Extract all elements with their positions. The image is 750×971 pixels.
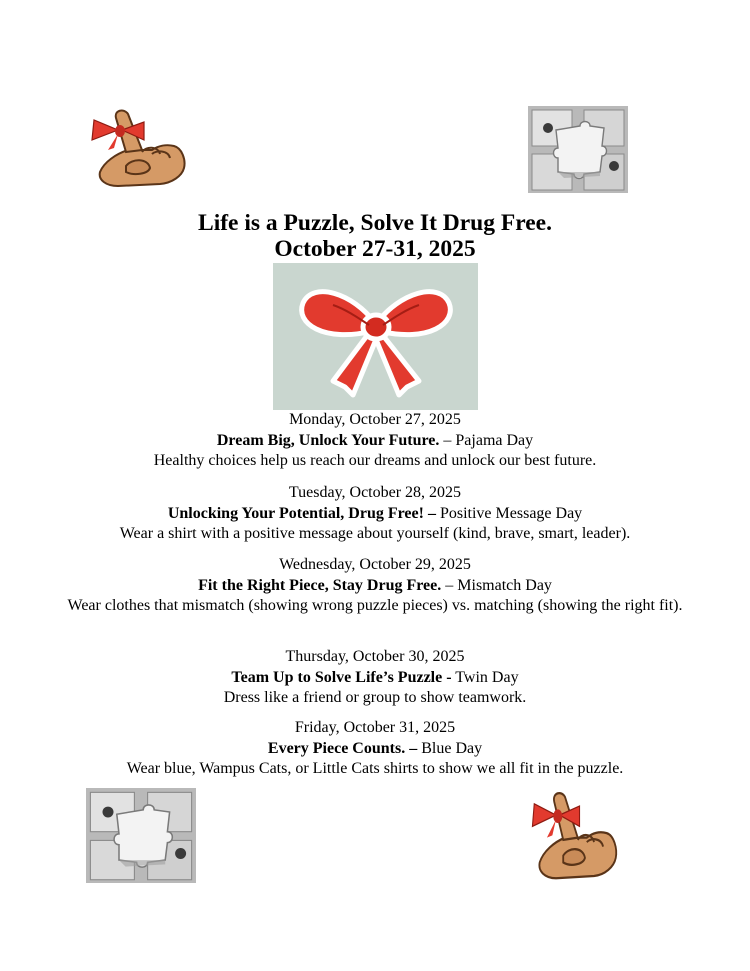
day-date: Monday, October 27, 2025	[289, 411, 461, 428]
theme-activity: Twin Day	[451, 668, 519, 686]
day-section-thursday	[60, 647, 690, 709]
day-theme	[60, 739, 690, 760]
day-date: Wednesday, October 29, 2025	[279, 556, 471, 573]
red-bow-icon	[273, 263, 478, 410]
page-title: Life is a Puzzle, Solve It Drug Free.	[198, 210, 552, 236]
theme-title: Team Up to Solve Life’s Puzzle -	[231, 668, 452, 686]
day-date: Thursday, October 30, 2025	[285, 648, 465, 665]
day-description: Wear blue, Wampus Cats, or Little Cats shirts to show we all fit in the puzzle.	[126, 760, 624, 777]
day-theme	[60, 576, 690, 597]
theme-title: Dream Big, Unlock Your Future.	[216, 431, 440, 449]
theme-title: Every Piece Counts. –	[267, 739, 418, 757]
day-section-monday	[60, 410, 690, 472]
event-dates: October 27-31, 2025	[274, 236, 476, 262]
puzzle-pieces-icon	[86, 788, 196, 883]
day-description: Healthy choices help us reach our dreams and unlock our best future.	[153, 452, 597, 469]
theme-title: Fit the Right Piece, Stay Drug Free.	[198, 576, 442, 594]
day-date: Tuesday, October 28, 2025	[288, 484, 462, 501]
day-section-wednesday	[60, 555, 690, 617]
day-date: Friday, October 31, 2025	[294, 719, 456, 736]
day-theme	[60, 431, 690, 452]
day-description: Wear a shirt with a positive message about yourself (kind, brave, smart, leader).	[119, 525, 631, 542]
day-theme	[60, 504, 690, 525]
day-description: Wear clothes that mismatch (showing wrong puzzle pieces) vs. matching (showing the right fit).	[67, 597, 683, 614]
day-theme	[60, 668, 690, 689]
day-section-friday	[60, 718, 690, 780]
day-description: Dress like a friend or group to show teamwork.	[223, 689, 527, 706]
finger-with-ribbon-icon	[86, 106, 192, 192]
theme-title: Unlocking Your Potential, Drug Free! –	[167, 504, 436, 522]
theme-activity: Blue Day	[417, 739, 483, 757]
finger-with-ribbon-icon	[527, 788, 623, 885]
theme-activity: – Mismatch Day	[441, 576, 552, 594]
puzzle-pieces-icon	[528, 106, 628, 193]
day-section-tuesday	[60, 483, 690, 545]
theme-activity: Positive Message Day	[435, 504, 583, 522]
theme-activity: – Pajama Day	[439, 431, 534, 449]
